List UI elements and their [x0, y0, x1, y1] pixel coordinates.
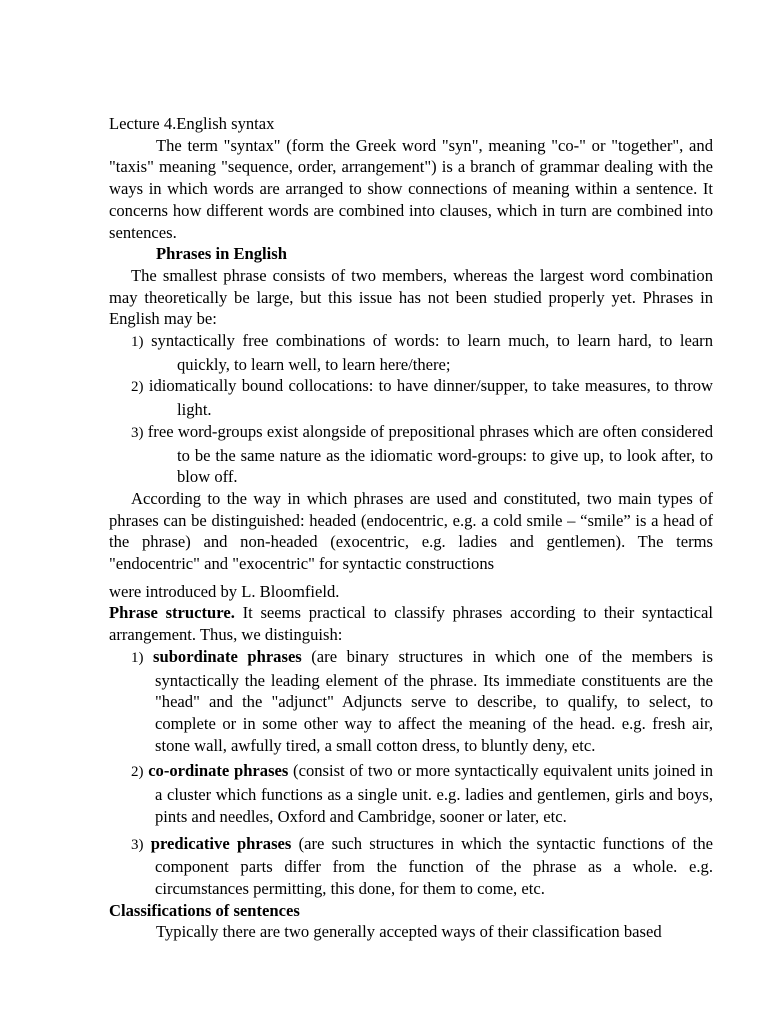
according-paragraph: According to the way in which phrases are used and constituted, two main types of phrases can be distinguished: headed (endocentric, e.g. a cold smile – “smile” is a head of the phrase) and non-headed (exocentric, e.g. ladies and gentlemen). The terms "endocentric" and "exocentric" for syntactic constructions	[109, 488, 713, 574]
list-item-text: free word-groups exist alongside of prepositional phrases which are often considered to be the same nature as the idiomatic word-groups: to give up, to look after, to blow off.	[147, 421, 713, 487]
phrase-structure-label: Phrase structure.	[109, 603, 235, 623]
phrase-structure-paragraph	[109, 602, 713, 645]
list-item-text: syntactically free combinations of words: to learn much, to learn hard, to learn quickly, to learn well, to learn here/there;	[151, 331, 714, 374]
list-item-text: (are binary structures in which one of the members is syntactically the leading element of the phrase. Its immediate constituents are the "head" and the "adjunct" Adjuncts serve to describe, to qualify, to select, to complete or in some other way to affect the meaning of the head. e.g. fresh air, stone wall, awfully tired, a small cotton dress, to bluntly deny, etc.	[155, 646, 713, 755]
list-item-term: subordinate phrases	[153, 646, 302, 666]
list-number: 3)	[131, 424, 144, 441]
list-number: 2)	[131, 764, 144, 781]
list-item-term: co-ordinate phrases	[148, 761, 289, 781]
list-number: 1)	[131, 649, 144, 666]
list-item	[109, 330, 713, 375]
list-number: 2)	[131, 379, 144, 396]
list-item-term: predicative phrases	[150, 833, 292, 853]
list-number: 1)	[131, 334, 144, 351]
list-item-text: (consist of two or more syntactically equivalent units joined in a cluster which functions as a single unit. e.g. ladies and gentlemen, girls and boys, pints and needles, Oxford and Cambridge, sooner or later, etc.	[155, 761, 714, 826]
phrase-types-list	[109, 330, 713, 488]
list-item-text: idiomatically bound collocations: to have dinner/supper, to take measures, to throw light.	[148, 376, 714, 420]
phrases-intro-paragraph: The smallest phrase consists of two members, whereas the largest word combination may theoretically be large, but this issue has not been studied properly yet. Phrases in English may be:	[109, 265, 713, 329]
phrase-structure-text: It seems practical to classify phrases according to their syntactical arrangement. Thus, we distinguish:	[109, 603, 713, 645]
bloomfield-line: were introduced by L. Bloomfield.	[109, 581, 340, 601]
list-item	[109, 760, 713, 827]
list-item-text: (are such structures in which the syntactic functions of the component parts differ from the function of the phrase as a whole. e.g. circumstances permitting, this done, for them to come, etc.	[155, 833, 714, 898]
classifications-heading: Classifications of sentences	[109, 900, 300, 920]
list-item	[109, 375, 713, 420]
list-item	[109, 646, 713, 757]
document-page	[109, 113, 713, 943]
intro-paragraph: The term "syntax" (form the Greek word "syn", meaning "co-" or "together", and "taxis" meaning "sequence, order, arrangement") is a branch of grammar dealing with the ways in which words are arranged to show connections of meaning within a sentence. It concerns how different words are combined into clauses, which in turn are combined into sentences.	[109, 135, 713, 242]
list-item	[109, 833, 713, 900]
list-item	[109, 421, 713, 488]
phrases-heading: Phrases in English	[156, 244, 287, 264]
classifications-paragraph: Typically there are two generally accepted ways of their classification based	[156, 922, 662, 942]
structure-types-list	[109, 646, 713, 900]
lecture-title: Lecture 4.English syntax	[109, 114, 275, 133]
list-number: 3)	[131, 836, 144, 853]
